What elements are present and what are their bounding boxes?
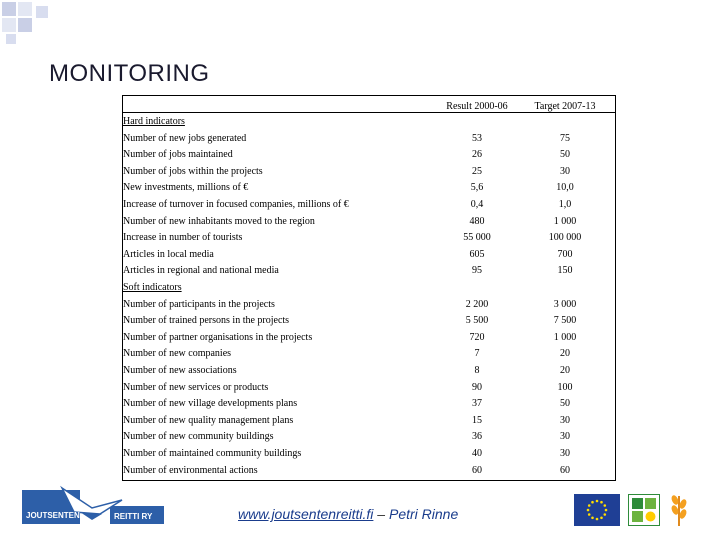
result-value: 5,6 [470, 182, 484, 194]
target-value: 75 [560, 132, 570, 144]
target-value: 1 000 [553, 331, 577, 343]
result-value: 15 [472, 414, 482, 426]
indicator-label: Increase in number of tourists [123, 232, 243, 244]
footer-author: Petri Rinne [388, 506, 459, 522]
eu-star [603, 504, 606, 507]
eu-star [600, 516, 603, 519]
result-value: 5 500 [465, 315, 489, 327]
table-row [123, 313, 615, 330]
eu-star [596, 518, 599, 521]
table-row [123, 263, 615, 280]
indicator-label: Number of new inhabitants moved to the region [123, 215, 315, 227]
target-value: 30 [560, 414, 570, 426]
target-value: 50 [560, 398, 570, 410]
table-row [123, 396, 615, 413]
eu-star [588, 513, 591, 516]
table-row [123, 180, 615, 197]
logo-text-joutsenten: JOUTSENTEN [26, 511, 80, 520]
eu-star [596, 500, 599, 503]
target-value: 150 [557, 265, 573, 277]
indicator-label: Number of environmental actions [123, 464, 258, 476]
table-row [123, 247, 615, 264]
target-value: 60 [560, 464, 570, 476]
result-value: 40 [472, 448, 482, 459]
indicator-label: Number of new village developments plans [123, 398, 298, 410]
footer-separator: – [373, 506, 389, 522]
result-value: 26 [472, 149, 482, 161]
website-link[interactable]: www.joutsentenreitti.fi [238, 506, 374, 522]
table-row [123, 197, 615, 214]
joutsenten-reitti-logo [22, 484, 164, 528]
result-value: 2 200 [465, 298, 489, 310]
leader-logo-icon [628, 494, 660, 526]
indicator-label: New investments, millions of € [123, 182, 249, 194]
eu-star [605, 509, 608, 512]
table-row [123, 363, 615, 380]
target-value: 30 [560, 165, 570, 177]
eu-star [603, 513, 606, 516]
table-row [123, 230, 615, 247]
indicator-label: Number of new associations [123, 365, 237, 376]
target-value: 50 [560, 149, 570, 161]
table-row [123, 463, 615, 480]
eu-star [588, 504, 591, 507]
result-value: 0,4 [470, 199, 484, 210]
result-value: 95 [472, 265, 482, 277]
corner-decoration [0, 0, 60, 50]
target-value: 1 000 [553, 215, 577, 227]
target-value: 7 500 [553, 315, 577, 327]
target-value: 700 [557, 248, 573, 260]
table-row [123, 330, 615, 347]
indicator-label: Increase of turnover in focused companies, millions of € [123, 199, 349, 210]
eu-star [591, 501, 594, 504]
indicator-label: Number of trained persons in the projects [123, 315, 290, 327]
result-value: 7 [474, 348, 480, 360]
indicator-label: Number of participants in the projects [123, 298, 275, 310]
target-value: 20 [560, 365, 570, 376]
target-value: 100 [557, 381, 573, 393]
target-value: 100 000 [548, 232, 582, 244]
result-value: 37 [472, 398, 482, 410]
table-row [123, 214, 615, 231]
result-value: 53 [472, 132, 482, 144]
indicator-label: Number of new companies [123, 348, 232, 360]
indicator-label: Articles in regional and national media [123, 265, 279, 277]
result-value: 480 [469, 215, 485, 227]
indicator-label: Number of jobs within the projects [123, 165, 263, 177]
logo-text-reitti: REITTI RY [114, 512, 153, 521]
indicator-label: Number of jobs maintained [123, 149, 233, 161]
target-value: 1,0 [558, 199, 572, 210]
table-row [123, 429, 615, 446]
result-value: 25 [472, 165, 482, 177]
target-value: 30 [560, 431, 570, 443]
result-value: 605 [469, 248, 485, 260]
section-header-row [123, 114, 615, 131]
target-value: 3 000 [553, 298, 577, 310]
table-row [123, 147, 615, 164]
result-value: 8 [474, 365, 480, 376]
table-row [123, 446, 615, 463]
indicator-label: Number of maintained community buildings [123, 448, 302, 459]
column-header-result: Result 2000-06 [446, 101, 508, 112]
table-row [123, 380, 615, 397]
section-label: Soft indicators [123, 282, 182, 293]
table-row [123, 164, 615, 181]
result-value: 36 [472, 431, 482, 443]
indicator-label: Articles in local media [123, 248, 214, 260]
table-row [123, 346, 615, 363]
target-value: 30 [560, 448, 570, 459]
page-title: MONITORING [49, 60, 210, 87]
header-divider [123, 112, 615, 113]
eu-star [587, 509, 590, 512]
table-row [123, 413, 615, 430]
result-value: 90 [472, 381, 482, 393]
monitoring-table [122, 95, 616, 481]
indicator-label: Number of new services or products [123, 381, 269, 393]
indicator-label: Number of partner organisations in the projects [123, 331, 313, 343]
target-value: 20 [560, 348, 570, 360]
indicator-label: Number of new community buildings [123, 431, 274, 443]
column-header-target: Target 2007-13 [534, 101, 596, 112]
eu-star [600, 501, 603, 504]
indicator-label: Number of new quality management plans [123, 414, 294, 426]
result-value: 720 [469, 331, 485, 343]
target-value: 10,0 [556, 182, 574, 194]
section-label: Hard indicators [123, 116, 185, 127]
footer [238, 506, 458, 522]
table-row [123, 297, 615, 314]
result-value: 55 000 [463, 232, 491, 244]
indicator-label: Number of new jobs generated [123, 132, 247, 144]
section-header-row [123, 280, 615, 297]
result-value: 60 [472, 464, 482, 476]
eu-star [591, 516, 594, 519]
eu-flag-icon [574, 494, 620, 526]
wheat-logo-icon [666, 490, 692, 528]
table-row [123, 131, 615, 148]
